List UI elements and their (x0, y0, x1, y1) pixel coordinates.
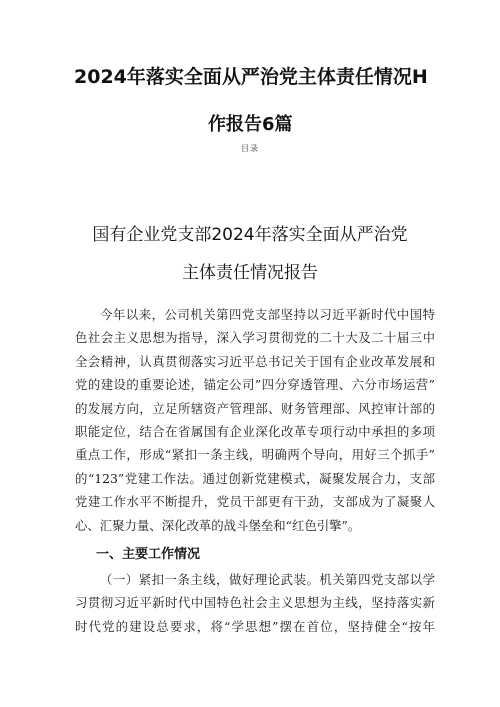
paragraph-1 (75, 303, 435, 537)
paragraph-line: 党建工作水平不断提升，党员干部更有干劲，支部成为了凝聚人 (75, 494, 435, 510)
section-title-line1: 国有企业党支部2024年落实全面从严治党 (92, 225, 408, 245)
paragraph-line: 色社会主义思想为指导，深入学习贯彻党的二十大及二十届三中 (75, 330, 435, 346)
paragraph-line: 全会精神，认真贯彻落实习近平总书记关于国有企业改革发展和 (75, 353, 435, 369)
document-title-line1: 2024年落实全面从严治党主体责任情况H (74, 66, 428, 88)
paragraph-line: 职能定位，结合在省属国有企业深化改革专项行动中承担的多项 (75, 424, 435, 440)
paragraph-line: （一）紧扣一条主线，做好理论武装。机关第四党支部以学 (100, 572, 435, 587)
paragraph-line: 时代党的建设总要求，将“学思想”摆在首位，坚持健全“按年 (75, 618, 435, 634)
paragraph-line: 习贯彻习近平新时代中国特色社会主义思想为主线，坚持落实新 (75, 595, 435, 611)
paragraph-line: 心、汇聚力量、深化改革的战斗堡垒和“红色引擎”。 (75, 517, 361, 533)
paragraph-line: 今年以来，公司机关第四党支部坚持以习近平新时代中国特 (100, 307, 435, 322)
heading-main-work: 一、主要工作情况 (96, 547, 201, 562)
toc-label: 目录 (241, 144, 259, 153)
section-title-line2: 主体责任情况报告 (182, 263, 318, 283)
paragraph-line: 重点工作，形成“紧扣一条主线，明确两个导向，用好三个抓手” (75, 447, 435, 463)
paragraph-line: 的“123”党建工作法。通过创新党建模式，凝聚发展合力，支部 (75, 470, 435, 486)
document-title-line2: 作报告6篇 (208, 114, 293, 135)
paragraph-2 (75, 568, 435, 638)
paragraph-line: 的发展方向，立足所辖资产管理部、财务管理部、风控审计部的 (75, 400, 435, 416)
paragraph-line: 党的建设的重要论述，锚定公司”四分穿透管理、六分市场运营” (75, 377, 435, 393)
